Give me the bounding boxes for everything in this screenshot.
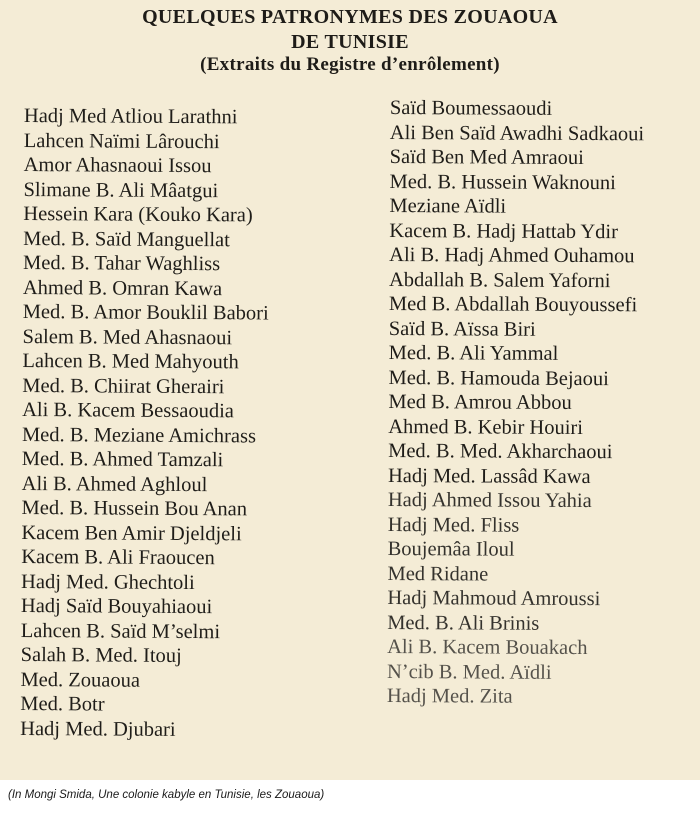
- name-item: Lahcen B. Med Mahyouth: [22, 349, 239, 374]
- name-item: Ali B. Kacem Bessaoudia: [22, 398, 234, 423]
- name-item: Salah B. Med. Itouj: [20, 643, 182, 667]
- name-item: Med. B. Amor Bouklil Babori: [22, 300, 269, 325]
- names-right-column: [387, 96, 645, 710]
- name-item: Meziane Aïdli: [389, 194, 507, 218]
- name-item: Med. B. Ali Brinis: [387, 611, 540, 635]
- name-item: Ali B. Ahmed Aghloul: [21, 472, 208, 496]
- name-item: Hadj Med. Zita: [386, 684, 513, 708]
- name-item: N’cib B. Med. Aïdli: [386, 660, 552, 684]
- page-title-line-2: DE TUNISIE: [291, 31, 409, 53]
- name-item: Med. Zouaoua: [20, 668, 141, 692]
- name-item: Hadj Med. Lassâd Kawa: [387, 464, 591, 488]
- name-item: Hadj Med. Djubari: [20, 717, 176, 741]
- name-item: Saïd Ben Med Amraoui: [389, 145, 584, 170]
- name-item: Med Ridane: [387, 562, 489, 586]
- page-title-line-1: QUELQUES PATRONYMES DES ZOUAOUA: [142, 6, 558, 28]
- name-item: Hessein Kara (Kouko Kara): [23, 202, 253, 227]
- name-item: Ali B. Hadj Ahmed Ouhamou: [389, 243, 635, 268]
- name-item: Amor Ahasnaoui Issou: [23, 153, 212, 178]
- name-item: Ahmed B. Omran Kawa: [22, 276, 223, 300]
- name-item: Med. B. Tahar Waghliss: [22, 251, 221, 276]
- source-caption: (In Mongi Smida, Une colonie kabyle en Tunisie, les Zouaoua): [8, 789, 325, 801]
- name-item: Med B. Abdallah Bouyoussefi: [388, 292, 638, 317]
- name-item: Abdallah B. Salem Yaforni: [388, 268, 611, 292]
- name-item: Med. B. Ahmed Tamzali: [21, 447, 224, 472]
- name-item: Hadj Med. Ghechtoli: [21, 570, 195, 594]
- name-item: Kacem B. Hadj Hattab Ydir: [389, 219, 619, 243]
- name-item: Ali Ben Saïd Awadhi Sadkaoui: [389, 121, 645, 145]
- name-item: Slimane B. Ali Mâatgui: [23, 178, 219, 202]
- names-left-column: [20, 104, 270, 742]
- name-item: Saïd Boumessaoudi: [389, 96, 553, 120]
- name-item: Hadj Med Atliou Larathni: [23, 104, 238, 129]
- name-item: Med. Botr: [20, 692, 105, 716]
- name-item: Hadj Saïd Bouyahiaoui: [20, 594, 213, 619]
- name-item: Med. B. Hussein Bou Anan: [21, 496, 248, 521]
- name-item: Med. B. Med. Akharchaoui: [388, 439, 613, 464]
- name-item: Hadj Ahmed Issou Yahia: [387, 488, 592, 513]
- name-item: Ali B. Kacem Bouakach: [387, 635, 588, 660]
- name-item: Kacem B. Ali Fraoucen: [21, 545, 215, 570]
- name-item: Kacem Ben Amir Djeldjeli: [21, 521, 242, 545]
- name-item: Med. B. Meziane Amichrass: [21, 423, 257, 447]
- name-item: Salem B. Med Ahasnaoui: [22, 325, 233, 349]
- page-subtitle: (Extraits du Registre d’enrôlement): [200, 54, 500, 75]
- name-item: Boujemâa Iloul: [387, 537, 515, 561]
- name-item: Ahmed B. Kebir Houiri: [388, 415, 584, 439]
- name-item: Med. B. Saïd Manguellat: [23, 227, 230, 251]
- name-item: Lahcen B. Saïd M’selmi: [20, 619, 221, 643]
- name-item: Saïd B. Aïssa Biri: [388, 317, 536, 341]
- name-item: Med. B. Chiirat Gherairi: [22, 374, 225, 398]
- name-item: Hadj Mahmoud Amroussi: [387, 586, 601, 611]
- name-item: Med. B. Ali Yammal: [388, 341, 559, 365]
- name-item: Med. B. Hussein Waknouni: [389, 170, 616, 194]
- name-item: Med. B. Hamouda Bejaoui: [388, 366, 609, 390]
- name-item: Hadj Med. Fliss: [387, 513, 520, 537]
- name-item: Med B. Amrou Abbou: [388, 390, 572, 414]
- name-item: Lahcen Naïmi Lârouchi: [23, 129, 220, 153]
